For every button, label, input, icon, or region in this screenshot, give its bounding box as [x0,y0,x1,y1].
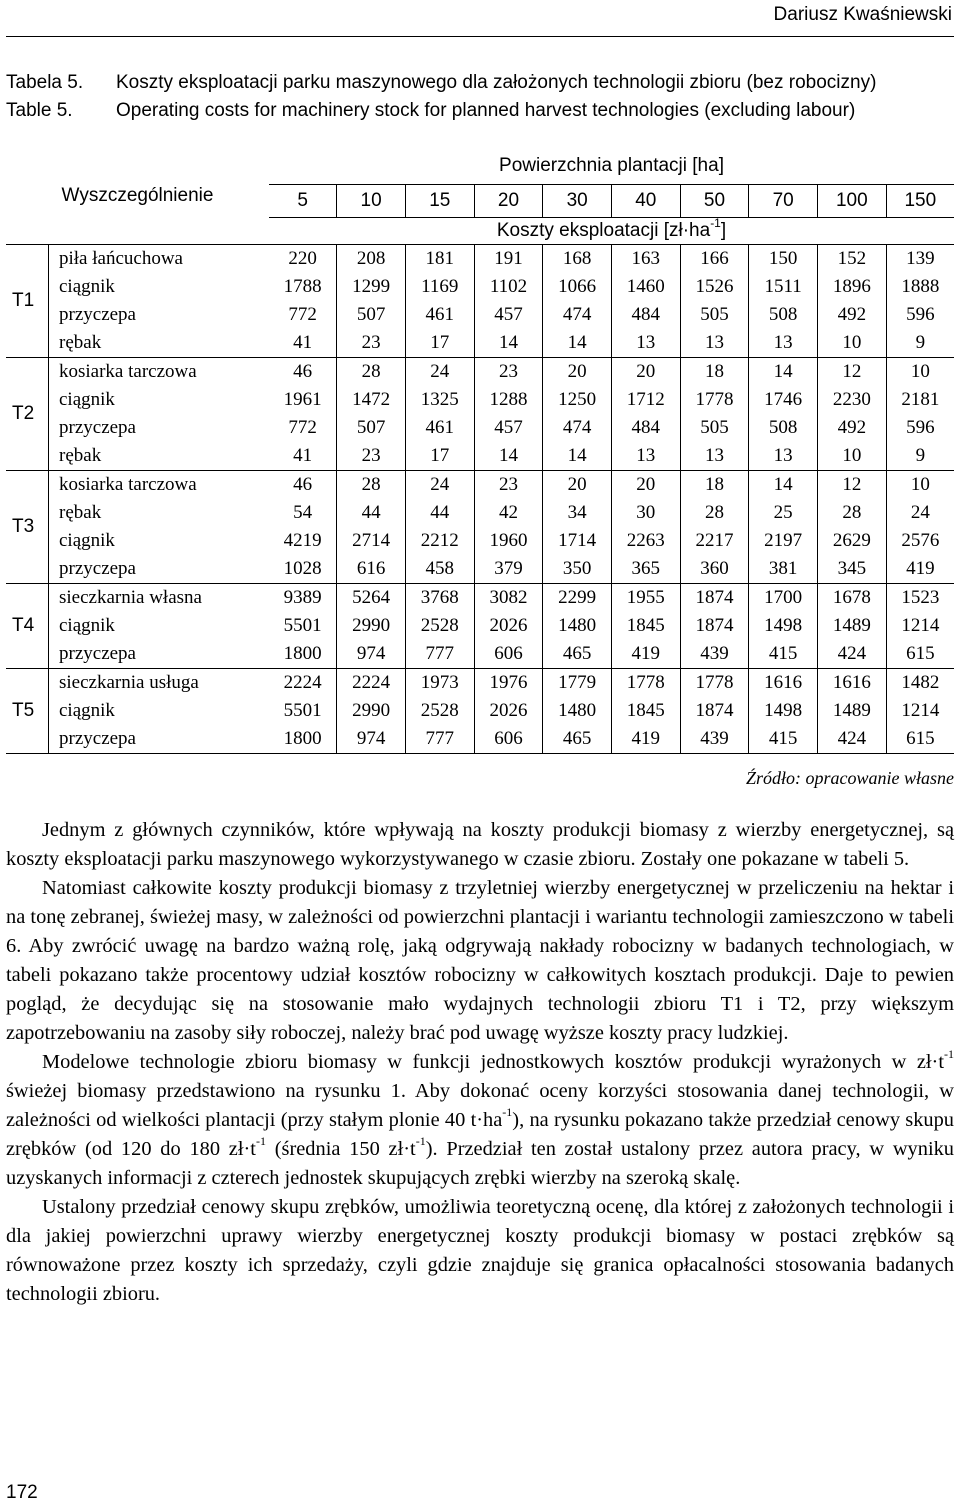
cost-value: 2299 [543,584,612,613]
cost-value: 1498 [749,697,818,725]
cost-value: 350 [543,555,612,584]
cost-value: 42 [474,499,543,527]
cost-value: 772 [288,417,317,438]
table-row [6,612,954,640]
cost-value: 457 [474,301,543,329]
cost-value: 505 [680,301,749,329]
cost-value: 419 [886,555,954,584]
area-value-header: 40 [611,185,680,218]
area-header: Powierzchnia plantacji [ha] [269,148,954,185]
table-source-note: Źródło: opracowanie własne [745,768,954,788]
cost-value: 44 [405,499,474,527]
cost-value: 596 [886,414,954,442]
cost-value: 2197 [749,527,818,555]
cost-value: 1169 [405,273,474,301]
cost-value: 1288 [474,386,543,414]
cost-value: 1472 [337,386,406,414]
table-row [6,669,954,698]
cost-value: 508 [749,301,818,329]
costs-header [269,215,954,245]
area-value-header: 5 [269,185,337,218]
cost-value: 1788 [283,276,322,297]
cost-value: 10 [817,442,886,471]
area-value-header: 30 [543,185,612,218]
paragraph: Natomiast całkowite koszty produkcji biomasy z trzyletniej wierzby energetycznej w przeliczeniu na hektar i na tonę zebranej, świeżej masy, w zależności od powierzchni plantacji i wariantu technologii zamieszczono w tabeli 6. Aby zwrócić uwagę na bardzo ważną rolę, jaką odgrywają nakłady robocizny w badanych technologiach, w tabeli pokazano także procentowy udział kosztów robocizny w całkowitych kosztach produkcji. Daje to pewien pogląd, że decydując się na stosowanie mało wydajnych technologii zbioru T1 i T2, przy większym zapotrzebowaniu na zasoby siły roboczej, należy brać pod uwagę wyższe koszty pracy ludzkiej. [6,877,954,1044]
cost-value: 1102 [474,273,543,301]
machine-name: rębak [49,442,270,471]
cost-value: 28 [337,358,406,387]
cost-value: 974 [337,640,406,669]
cost-value: 2224 [283,672,322,693]
cost-value: 2217 [680,527,749,555]
caption-label-pl: Tabela 5. [6,72,84,93]
table-row [6,358,954,387]
cost-value: 772 [288,304,317,325]
cost-value: 484 [611,414,680,442]
cost-value: 1482 [886,669,954,698]
cost-value: 14 [543,442,612,471]
cost-value: 2230 [817,386,886,414]
area-value-header: 50 [680,185,749,218]
cost-value: 2528 [405,697,474,725]
cost-value: 1325 [405,386,474,414]
cost-value: 1214 [886,612,954,640]
area-value-header: 15 [405,185,474,218]
cost-value: 606 [474,725,543,754]
cost-value: 2181 [886,386,954,414]
cost-value: 457 [474,414,543,442]
machine-name: sieczkarnia usługa [59,672,199,693]
cost-value: 13 [680,329,749,358]
cost-value: 1976 [474,669,543,698]
cost-value: 46 [293,361,313,382]
table-row [6,697,954,725]
cost-value: 458 [405,555,474,584]
cost-value: 1250 [543,386,612,414]
cost-value: 2212 [405,527,474,555]
cost-value: 3768 [405,584,474,613]
cost-value: 168 [543,245,612,274]
table-caption-en [6,100,855,122]
cost-value: 505 [680,414,749,442]
cost-value: 1712 [611,386,680,414]
cost-value: 1973 [405,669,474,698]
cost-value: 415 [749,640,818,669]
technology-label: T5 [6,669,49,754]
cost-value: 1888 [886,273,954,301]
cost-value: 23 [474,358,543,387]
cost-value: 30 [611,499,680,527]
cost-value: 777 [405,725,474,754]
cost-value: 17 [405,442,474,471]
cost-value: 4219 [283,530,322,551]
cost-value: 13 [611,329,680,358]
cost-value: 1489 [817,697,886,725]
cost-value: 1779 [543,669,612,698]
cost-value: 191 [474,245,543,274]
machine-name: ciągnik [59,700,115,721]
cost-value: 13 [749,329,818,358]
cost-value: 13 [611,442,680,471]
paragraph: Ustalony przedział cenowy skupu zrębków, umożliwia teoretyczną ocenę, dla której z założonych technologii i dla jakiej powierzchni uprawy wierzby energetycznej koszty produkcji biomasy w postaci zrębków są równoważone przez koszty ich sprzedaży, czyli gdzie znajduje się granica opłacalności stosowania badanych technologii zbioru. [6,1196,954,1305]
paragraph-text: ). Przedział ten został ustalony przez autora pracy, w wyniku uzyskanych informacji z czterech jednostek skupujących zrębki wierzby na szeroką skalę. [6,1138,954,1189]
cost-value: 596 [886,301,954,329]
cost-value: 1845 [611,612,680,640]
cost-value: 163 [611,245,680,274]
technology-label: T4 [6,584,49,669]
cost-value: 41 [269,442,337,471]
table-row [6,499,954,527]
machine-name: przyczepa [59,304,136,325]
cost-value: 13 [680,442,749,471]
cost-value: 10 [817,329,886,358]
machine-name: rębak [49,329,270,358]
caption-text-en: Operating costs for machinery stock for planned harvest technologies (excluding labour) [116,100,856,121]
cost-value: 615 [886,640,954,669]
cost-value: 1028 [269,555,337,584]
caption-label-en: Table 5. [6,100,73,121]
cost-value: 492 [817,414,886,442]
cost-value: 17 [405,329,474,358]
cost-value: 2528 [405,612,474,640]
machine-name: ciągnik [59,276,115,297]
cost-value: 54 [293,502,313,523]
cost-value: 3082 [474,584,543,613]
cost-value: 1299 [337,273,406,301]
cost-value: 5264 [337,584,406,613]
cost-value: 424 [817,725,886,754]
machine-name: ciągnik [59,530,115,551]
cost-value: 1800 [269,725,337,754]
cost-value: 1778 [680,669,749,698]
cost-value: 379 [474,555,543,584]
cost-value: 28 [817,499,886,527]
header-rule [6,36,954,37]
cost-value: 18 [680,471,749,500]
cost-value: 360 [680,555,749,584]
cost-value: 2990 [337,697,406,725]
paragraph-text: ), na rysunku pokazano także przedział cenowy skupu zrębków (od 120 do 180 zł·t [6,1109,954,1160]
machine-name: przyczepa [49,555,270,584]
machine-name: przyczepa [59,417,136,438]
costs-header-exponent: -1 [710,215,721,230]
cost-value: 474 [543,301,612,329]
machine-name: sieczkarnia własna [59,587,202,608]
cost-value: 419 [611,640,680,669]
caption-text-pl: Koszty eksploatacji parku maszynowego dla założonych technologii zbioru (bez robocizny) [116,72,877,93]
cost-value: 9389 [283,587,322,608]
cost-value: 1214 [886,697,954,725]
cost-value: 2224 [337,669,406,698]
exponent: -1 [415,1134,426,1149]
table-row [6,273,954,301]
cost-value: 24 [405,358,474,387]
cost-value: 465 [543,725,612,754]
cost-value: 492 [817,301,886,329]
paragraph: Jednym z głównych czynników, które wpływają na koszty produkcji biomasy z wierzby energetycznej, są koszty eksploatacji parku maszynowego wykorzystywanego w czasie zbioru. Zostały one pokazane w tabeli 5. [6,819,954,870]
cost-value: 14 [543,329,612,358]
costs-header-close: ] [720,220,727,241]
cost-value: 484 [611,301,680,329]
cost-value: 1678 [817,584,886,613]
cost-value: 606 [474,640,543,669]
cost-value: 14 [474,442,543,471]
table-caption-pl [6,72,876,94]
cost-value: 1955 [611,584,680,613]
cost-value: 1480 [543,612,612,640]
table-row [6,442,954,471]
area-value-header: 10 [337,185,406,218]
cost-value: 1714 [543,527,612,555]
cost-value: 1778 [611,669,680,698]
machine-name: ciągnik [59,389,115,410]
cost-value: 23 [337,329,406,358]
area-value-header: 100 [817,185,886,218]
technology-label: T1 [6,245,49,358]
cost-value: 1489 [817,612,886,640]
cost-value: 465 [543,640,612,669]
paragraph [6,1048,954,1193]
cost-value: 9 [886,329,954,358]
cost-value: 1845 [611,697,680,725]
cost-value: 20 [543,358,612,387]
body-text [6,816,954,1309]
cost-value: 461 [405,301,474,329]
table-row [6,725,954,754]
running-header-author: Dariusz Kwaśniewski [773,4,952,25]
cost-value: 508 [749,414,818,442]
table-row [6,471,954,500]
cost-value: 1523 [886,584,954,613]
cost-value: 365 [611,555,680,584]
cost-value: 20 [611,358,680,387]
machine-name: piła łańcuchowa [49,245,270,274]
cost-value: 1460 [611,273,680,301]
cost-value: 1896 [817,273,886,301]
cost-value: 2263 [611,527,680,555]
cost-value: 1480 [543,697,612,725]
cost-value: 507 [337,301,406,329]
cost-value: 2026 [474,612,543,640]
cost-value: 12 [817,471,886,500]
table-row [6,640,954,669]
cost-value: 25 [749,499,818,527]
cost-value: 1800 [269,640,337,669]
cost-value: 345 [817,555,886,584]
table-row [6,527,954,555]
cost-value: 2990 [337,612,406,640]
machine-name: przyczepa [49,640,270,669]
cost-value: 5501 [283,615,322,636]
cost-value: 34 [543,499,612,527]
cost-value: 461 [405,414,474,442]
table-row [6,245,954,274]
table-row [6,414,954,442]
cost-value: 1498 [749,612,818,640]
cost-value: 777 [405,640,474,669]
cost-value: 5501 [283,700,322,721]
paragraph-text: Modelowe technologie zbioru biomasy w funkcji jednostkowych kosztów produkcji wyrażonych w zł·t [42,1051,944,1073]
cost-value: 166 [680,245,749,274]
cost-value: 181 [405,245,474,274]
cost-value: 1616 [817,669,886,698]
cost-value: 220 [269,245,337,274]
exponent: -1 [944,1047,954,1062]
cost-value: 1616 [749,669,818,698]
table-row [6,329,954,358]
exponent: -1 [255,1134,266,1149]
cost-value: 507 [337,414,406,442]
cost-value: 10 [886,358,954,387]
cost-value: 419 [611,725,680,754]
cost-value: 424 [817,640,886,669]
cost-value: 1874 [680,697,749,725]
cost-value: 14 [474,329,543,358]
cost-value: 41 [269,329,337,358]
area-value-header: 70 [749,185,818,218]
cost-value: 1778 [680,386,749,414]
cost-value: 615 [886,725,954,754]
page-number: 172 [6,1482,38,1503]
area-value-header: 150 [886,185,954,218]
cost-value: 9 [886,442,954,471]
cost-value: 1746 [749,386,818,414]
cost-value: 1961 [283,389,322,410]
cost-value: 44 [337,499,406,527]
paragraph-text: świeżej biomasy przedstawiono na rysunku 1. Aby dokonać oceny korzyści stosowania danej technologii, w zależności od wielkości plantacji (przy stałym plonie 40 t·ha [6,1080,954,1131]
cost-value: 20 [543,471,612,500]
table-row [6,301,954,329]
cost-value: 152 [817,245,886,274]
cost-value: 1874 [680,612,749,640]
cost-value: 24 [886,499,954,527]
machine-name: kosiarka tarczowa [59,361,197,382]
machine-name: rębak [59,502,102,523]
cost-value: 28 [337,471,406,500]
cost-value: 1960 [474,527,543,555]
cost-value: 14 [749,358,818,387]
machine-name: ciągnik [59,615,115,636]
paragraph-text: (średnia 150 zł·t [265,1138,416,1160]
cost-value: 616 [337,555,406,584]
machine-name: kosiarka tarczowa [59,474,197,495]
cost-value: 13 [749,442,818,471]
cost-value: 415 [749,725,818,754]
cost-value: 10 [886,471,954,500]
cost-value: 23 [474,471,543,500]
technology-label: T3 [6,471,49,584]
cost-value: 1700 [749,584,818,613]
cost-value: 1526 [680,273,749,301]
cost-value: 150 [749,245,818,274]
cost-value: 2629 [817,527,886,555]
cost-value: 208 [337,245,406,274]
technology-label: T2 [6,358,49,471]
cost-value: 474 [543,414,612,442]
table-row [6,584,954,613]
cost-value: 12 [817,358,886,387]
cost-value: 1066 [543,273,612,301]
table-body [6,245,954,754]
cost-value: 28 [680,499,749,527]
cost-value: 20 [611,471,680,500]
cost-value: 1874 [680,584,749,613]
cost-value: 24 [405,471,474,500]
area-value-header: 20 [474,185,543,218]
machinery-cost-table [6,148,954,754]
cost-value: 14 [749,471,818,500]
machine-name: przyczepa [49,725,270,754]
column-header-item: Wyszczególnienie [61,185,214,206]
cost-value: 439 [680,725,749,754]
cost-value: 381 [749,555,818,584]
cost-value: 18 [680,358,749,387]
table-row [6,386,954,414]
costs-header-text: Koszty eksploatacji [zł·ha [496,220,711,241]
exponent: -1 [502,1105,513,1120]
cost-value: 46 [293,474,313,495]
cost-value: 974 [337,725,406,754]
cost-value: 2714 [337,527,406,555]
cost-value: 139 [886,245,954,274]
cost-value: 2576 [886,527,954,555]
cost-value: 23 [337,442,406,471]
cost-value: 1511 [749,273,818,301]
cost-value: 2026 [474,697,543,725]
table-row [6,555,954,584]
cost-value: 439 [680,640,749,669]
